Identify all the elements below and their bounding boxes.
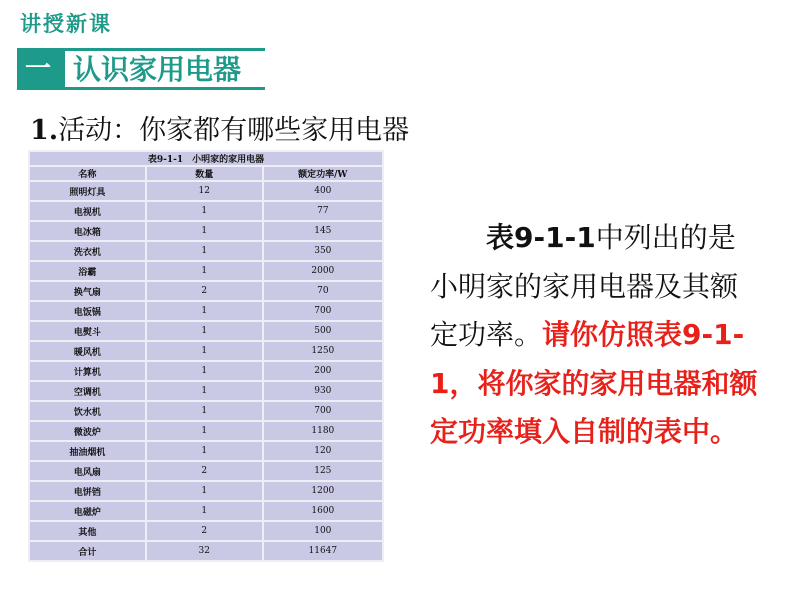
table-row [30,262,382,280]
section-number: 一 [24,54,51,84]
table-row [30,522,382,540]
table-row [30,302,382,320]
power-cell: 1180 [264,422,382,440]
power-cell: 145 [264,222,382,240]
appliance-name-cell: 电饭锅 [30,302,145,320]
power-cell: 1200 [264,482,382,500]
power-cell: 930 [264,382,382,400]
power-cell: 1600 [264,502,382,520]
activity-number: 1. [30,115,59,146]
appliance-name-cell: 微波炉 [30,422,145,440]
appliance-name-cell: 浴霸 [30,262,145,280]
power-cell: 500 [264,322,382,340]
column-header: 额定功率/W [264,167,382,180]
appliance-name-cell: 电熨斗 [30,322,145,340]
activity-heading [30,108,409,147]
power-cell: 77 [264,202,382,220]
appliance-name-cell: 电冰箱 [30,222,145,240]
power-cell: 400 [264,182,382,200]
appliance-name-cell: 电饼铛 [30,482,145,500]
column-header: 名称 [30,167,145,180]
quantity-cell: 2 [147,462,262,480]
appliance-name-cell: 洗衣机 [30,242,145,260]
activity-text: 活动：你家都有哪些家用电器 [58,115,410,146]
power-cell: 125 [264,462,382,480]
table-row [30,282,382,300]
power-cell: 2000 [264,262,382,280]
column-header: 数量 [147,167,262,180]
table-row [30,342,382,360]
power-cell: 100 [264,522,382,540]
table-row [30,362,382,380]
appliance-name-cell: 抽油烟机 [30,442,145,460]
section-header [17,48,265,90]
power-cell: 700 [264,402,382,420]
power-cell: 120 [264,442,382,460]
power-cell: 1250 [264,342,382,360]
appliance-name-cell: 其他 [30,522,145,540]
appliance-table-wrapper [28,150,384,562]
table-row [30,442,382,460]
quantity-cell: 32 [147,542,262,560]
table-row [30,382,382,400]
quantity-cell: 1 [147,482,262,500]
course-tag: 讲授新课 [20,12,112,36]
table-row [30,542,382,560]
quantity-cell: 12 [147,182,262,200]
quantity-cell: 1 [147,262,262,280]
table-row [30,402,382,420]
quantity-cell: 1 [147,322,262,340]
appliance-name-cell: 计算机 [30,362,145,380]
power-cell: 350 [264,242,382,260]
quantity-cell: 1 [147,422,262,440]
table-header-row [30,167,382,180]
table-row [30,482,382,500]
appliance-name-cell: 照明灯具 [30,182,145,200]
table-row [30,462,382,480]
table-body [30,182,382,560]
appliance-name-cell: 换气扇 [30,282,145,300]
quantity-cell: 1 [147,502,262,520]
quantity-cell: 1 [147,442,262,460]
appliance-name-cell: 电磁炉 [30,502,145,520]
table-row [30,222,382,240]
table-row [30,182,382,200]
appliance-name-cell: 电视机 [30,202,145,220]
table-row [30,202,382,220]
quantity-cell: 2 [147,282,262,300]
appliance-table [28,150,384,562]
quantity-cell: 1 [147,402,262,420]
table-row [30,322,382,340]
quantity-cell: 1 [147,222,262,240]
appliance-name-cell: 空调机 [30,382,145,400]
table-caption: 表9-1-1 小明家的家用电器 [30,152,382,165]
power-cell: 200 [264,362,382,380]
description-ref: 表9-1-1 [486,221,596,254]
table-row [30,422,382,440]
table-row [30,502,382,520]
appliance-name-cell: 饮水机 [30,402,145,420]
appliance-name-cell: 电风扇 [30,462,145,480]
description-text [430,214,760,457]
power-cell: 70 [264,282,382,300]
quantity-cell: 1 [147,362,262,380]
quantity-cell: 1 [147,302,262,320]
section-title: 认识家用电器 [73,53,242,86]
quantity-cell: 1 [147,382,262,400]
appliance-name-cell: 暖风机 [30,342,145,360]
appliance-name-cell: 合计 [30,542,145,560]
quantity-cell: 1 [147,202,262,220]
power-cell: 11647 [264,542,382,560]
quantity-cell: 1 [147,242,262,260]
quantity-cell: 1 [147,342,262,360]
description-part1: 中列出的是小明家的家用电器及其额定功率。 [430,221,739,351]
power-cell: 700 [264,302,382,320]
description-part2: 请你仿照表9-1-1，将你家的家用电器和额定功率填入自制的表中。 [430,318,758,448]
table-row [30,242,382,260]
quantity-cell: 2 [147,522,262,540]
